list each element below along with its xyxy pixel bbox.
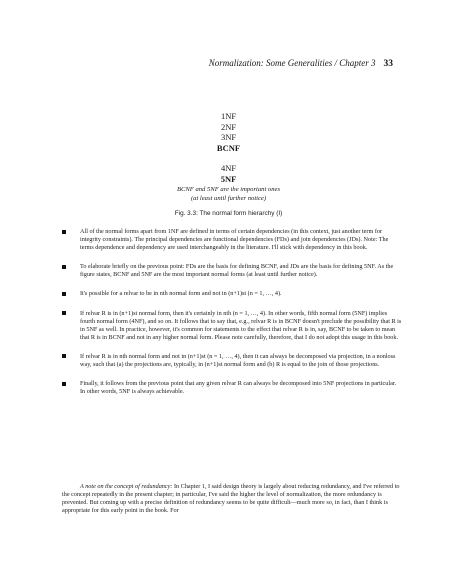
running-header — [209, 58, 393, 69]
list-item — [62, 353, 402, 369]
bullet-text: It's possible for a relvar to be in nth normal form and not in (n+1)st (n = 1, …, 4). — [80, 290, 282, 298]
bullet-square-icon — [62, 382, 66, 386]
bullet-text: If relvar R is in (n+1)st normal form, then it's certainly in nth (n = 1, …, 4). In other words, fifth normal form (5NF) implies fourth normal form (4NF), and so on. It follows that to say that, e.g., relvar R is in BCNF doesn't preclude the possibility that R is in 5NF as well. In practice, however, it's common for statements to the effect that relvar R is in, say, BCNF to be taken to mean that R is in BCNF and not in any higher normal form. Please note carefully, therefore, that I do not adopt this usage in this book. — [80, 309, 402, 341]
paragraph-lead: A note on the concept of redundancy: — [80, 483, 173, 490]
list-item — [62, 380, 402, 396]
running-title: Normalization: Some Generalities / Chapter 3 — [208, 58, 376, 68]
list-item — [62, 290, 402, 298]
bullet-list — [62, 228, 402, 407]
form-gap — [0, 154, 457, 163]
bullet-text: All of the normal forms apart from 1NF are defined in terms of certain dependencies (in this context, just another term for integrity constraints). The principal dependencies are functional dependencies (FDs) and join dependencies (JDs). Note: The terms dependence and dependency are used interchangeably in the literature. I'll stick with dependency in this book. — [80, 228, 389, 252]
bullet-text: If relvar R is in nth normal form and not in (n+1)st (n = 1, …, 4), then it can always be decomposed via projection, in a nonloss way, such that (a) the projections are, typically, in (n+1)st normal form and (b) R is equal to the join of those projections. — [80, 352, 396, 369]
bullet-text: To elaborate briefly on the previous point: FDs are the basis for defining BCNF, and JDs are the basis for defining 5NF. As the figure states, BCNF and 5NF are the most important normal forms (at least until further notice). — [80, 263, 394, 279]
bullet-square-icon — [62, 354, 66, 358]
list-item — [62, 263, 402, 279]
figure-caption: Fig. 3.3: The normal form hierarchy (I) — [174, 210, 283, 217]
paragraph-text: In Chapter 1, I said design theory is largely about reducing redundancy, and I've referred to the concept repeatedly in the present chapter; in particular, I've said the higher the level of normalization, the more redundancy is prevented. But coming up with a precise definition of redundancy seems to be quite difficult—much more so, in fact, than I think is appropriate for this early point in the book. For — [62, 483, 400, 515]
redundancy-paragraph — [62, 483, 402, 515]
form-4nf: 4NF — [220, 162, 237, 173]
form-bcnf: BCNF — [216, 143, 241, 154]
form-3nf: 3NF — [220, 132, 237, 143]
bullet-square-icon — [62, 230, 66, 234]
form-2nf: 2NF — [220, 121, 237, 132]
form-5nf: 5NF — [220, 173, 237, 184]
bullet-square-icon — [62, 265, 66, 269]
bullet-text: Finally, it follows from the previous point that any given relvar R can always be decomposed into 5NF projections in particular. In other words, 5NF is always achievable. — [80, 380, 397, 396]
list-item — [62, 228, 402, 252]
page-number: 33 — [383, 59, 393, 69]
bullet-square-icon — [62, 311, 66, 315]
normal-form-hierarchy — [0, 111, 457, 184]
bullet-square-icon — [62, 292, 66, 296]
note-line-1: BCNF and 5NF are the important ones — [176, 186, 281, 193]
form-1nf: 1NF — [220, 111, 237, 121]
note-line-2: (at least until further notice) — [190, 194, 267, 202]
list-item — [62, 310, 402, 342]
figure-note — [0, 186, 457, 203]
